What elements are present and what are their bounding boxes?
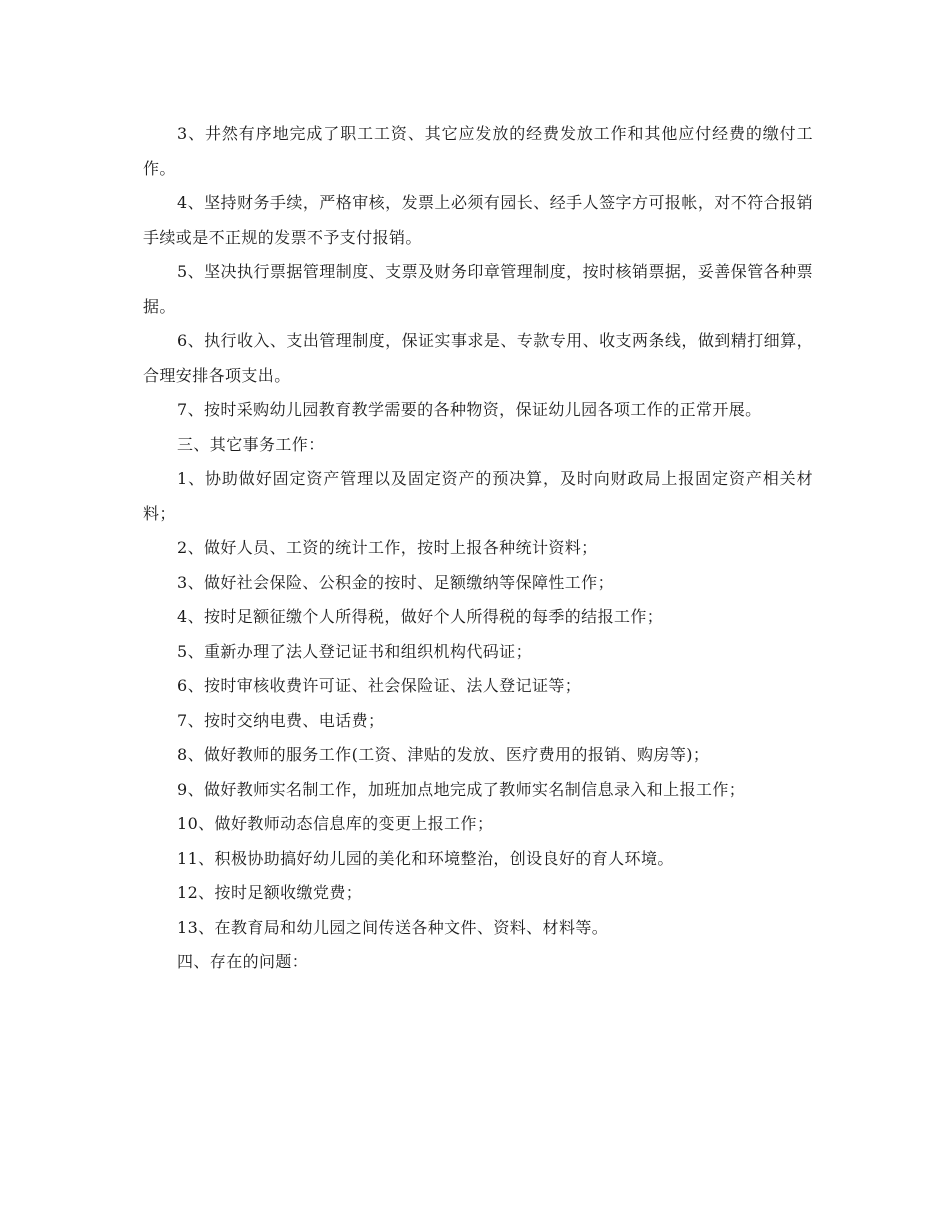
document-body bbox=[143, 117, 813, 980]
list-item-12-party-dues: 12、按时足额收缴党费； bbox=[177, 883, 363, 902]
list-item-5-legal-registration: 5、重新办理了法人登记证书和组织机构代码证； bbox=[177, 641, 532, 661]
list-item-9-real-name-system: 9、做好教师实名制工作，加班加点地完成了教师实名制信息录入和上报工作； bbox=[177, 779, 746, 799]
list-item-3-social-insurance: 3、做好社会保险、公积金的按时、足额缴纳等保障性工作； bbox=[177, 572, 614, 592]
list-item-11-environment: 11、积极协助搞好幼儿园的美化和环境整治，创设良好的育人环境。 bbox=[177, 848, 674, 868]
section-heading-existing-problems: 四、存在的问题： bbox=[177, 952, 309, 971]
list-item-8-teacher-services: 8、做好教师的服务工作(工资、津贴的发放、医疗费用的报销、购房等)； bbox=[177, 745, 710, 764]
list-item-6-license-review: 6、按时审核收费许可证、社会保险证、法人登记证等； bbox=[177, 676, 582, 695]
paragraph-item-3-payroll: 3、井然有序地完成了职工工资、其它应发放的经费发放工作和其他应付经费的缴付工作。 bbox=[143, 124, 813, 178]
paragraph-item-7-procurement: 7、按时采购幼儿园教育教学需要的各种物资，保证幼儿园各项工作的正常开展。 bbox=[177, 400, 762, 419]
list-item-4-income-tax: 4、按时足额征缴个人所得税，做好个人所得税的每季的结报工作； bbox=[177, 607, 664, 626]
list-item-7-utility-fees: 7、按时交纳电费、电话费； bbox=[177, 710, 385, 730]
list-item-10-dynamic-database: 10、做好教师动态信息库的变更上报工作； bbox=[177, 814, 494, 833]
list-item-1-fixed-assets: 1、协助做好固定资产管理以及固定资产的预决算，及时向财政局上报固定资产相关材料； bbox=[143, 469, 813, 523]
list-item-2-statistics: 2、做好人员、工资的统计工作，按时上报各种统计资料； bbox=[177, 538, 598, 557]
paragraph-item-6-income-expense: 6、执行收入、支出管理制度，保证实事求是、专款专用、收支两条线，做到精打细算，合理安排各项支出。 bbox=[143, 331, 813, 385]
list-item-13-document-transfer: 13、在教育局和幼儿园之间传送各种文件、资料、材料等。 bbox=[177, 917, 609, 937]
paragraph-item-4-audit: 4、坚持财务手续，严格审核，发票上必须有园长、经手人签字方可报帐，对不符合报销手续或是不正规的发票不予支付报销。 bbox=[143, 193, 813, 247]
paragraph-item-5-receipts: 5、坚决执行票据管理制度、支票及财务印章管理制度，按时核销票据，妥善保管各种票据。 bbox=[143, 262, 813, 316]
section-heading-other-affairs: 三、其它事务工作： bbox=[177, 434, 325, 454]
